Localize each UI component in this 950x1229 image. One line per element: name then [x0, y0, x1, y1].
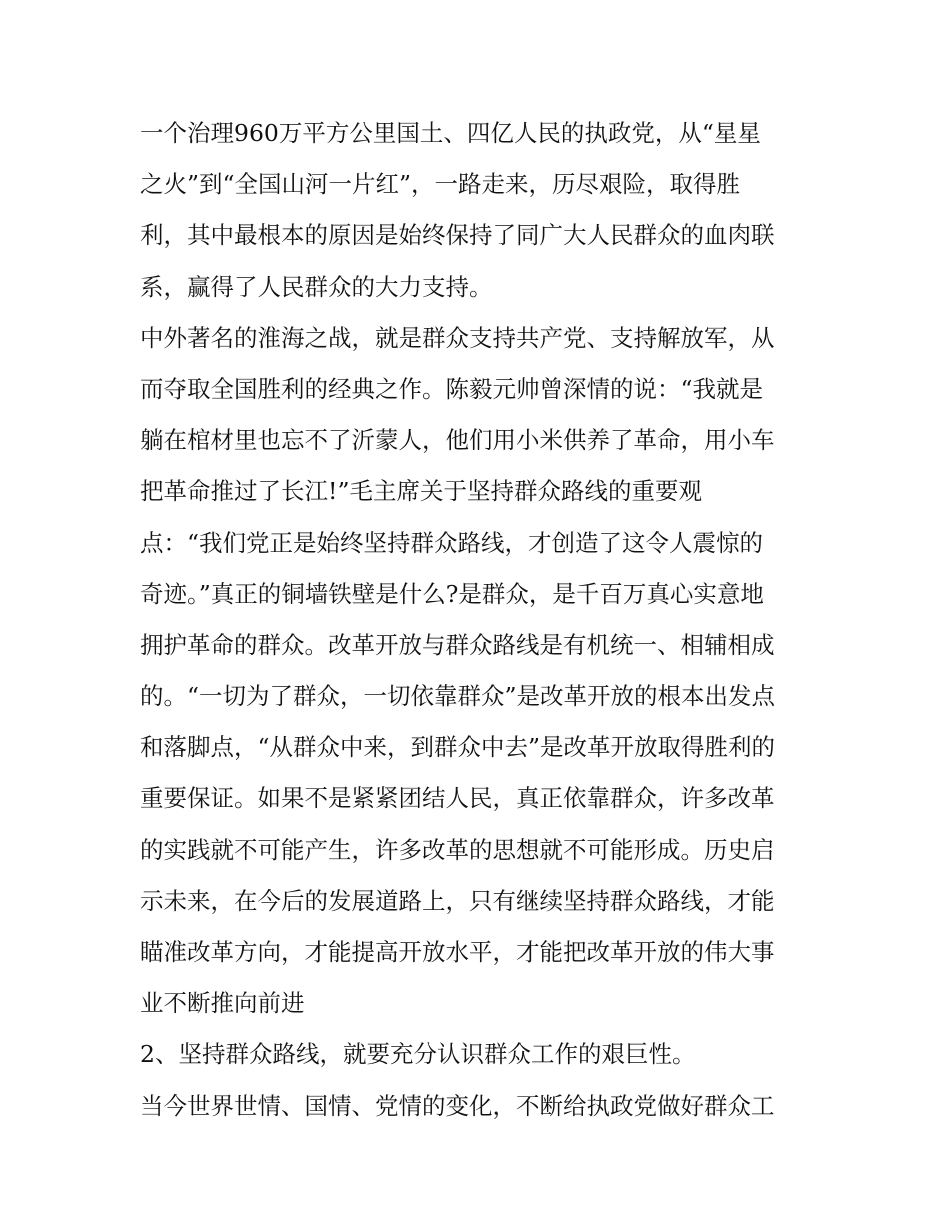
text-line: 而夺取全国胜利的经典之作。陈毅元帅曾深情的说：“我就是	[140, 374, 764, 403]
text-line: 系，赢得了人民群众的大力支持。	[140, 272, 493, 301]
text-line: 把革命推过了长江!”毛主席关于坚持群众路线的重要观	[140, 477, 702, 506]
text-line: 示未来，在今后的发展道路上，只有继续坚持群众路线，才能	[140, 886, 775, 915]
text-line: 奇迹。”真正的铜墙铁壁是什么?是群众，是千百万真心实意地	[140, 579, 764, 608]
text-line: 一个治理960万平方公里国土、四亿人民的执政党，从“星星	[140, 119, 761, 147]
text-line: 利，其中最根本的原因是始终保持了同广大人民群众的血肉联	[140, 221, 775, 250]
text-line: 躺在棺材里也忘不了沂蒙人，他们用小米供养了革命，用小车	[140, 426, 775, 455]
text-line: 的。“一切为了群众，一切依靠群众”是改革开放的根本出发点	[140, 682, 776, 711]
text-line: 业不断推向前进	[140, 989, 305, 1018]
text-line: 重要保证。如果不是紧紧团结人民，真正依靠群众，许多改革	[140, 784, 775, 813]
text-line: 的实践就不可能产生，许多改革的思想就不可能形成。历史启	[140, 835, 775, 864]
text-line: 当今世界世情、国情、党情的变化，不断给执政党做好群众工	[140, 1091, 775, 1120]
section-heading: 2、坚持群众路线，就要充分认识群众工作的艰巨性。	[140, 1040, 696, 1069]
text-line: 点：“我们党正是始终坚持群众路线，才创造了这令人震惊的	[140, 528, 764, 557]
text-line: 中外著名的淮海之战，就是群众支持共产党、支持解放军，从	[140, 323, 775, 352]
text-line: 拥护革命的群众。改革开放与群众路线是有机统一、相辅相成	[140, 630, 775, 659]
body-text	[140, 108, 820, 1132]
text-line: 之火”到“全国山河一片红”，一路走来，历尽艰险，取得胜	[140, 170, 741, 199]
text-line: 和落脚点，“从群众中来，到群众中去”是改革开放取得胜利的	[140, 733, 776, 762]
text-line: 瞄准改革方向，才能提高开放水平，才能把改革开放的伟大事	[140, 938, 775, 966]
